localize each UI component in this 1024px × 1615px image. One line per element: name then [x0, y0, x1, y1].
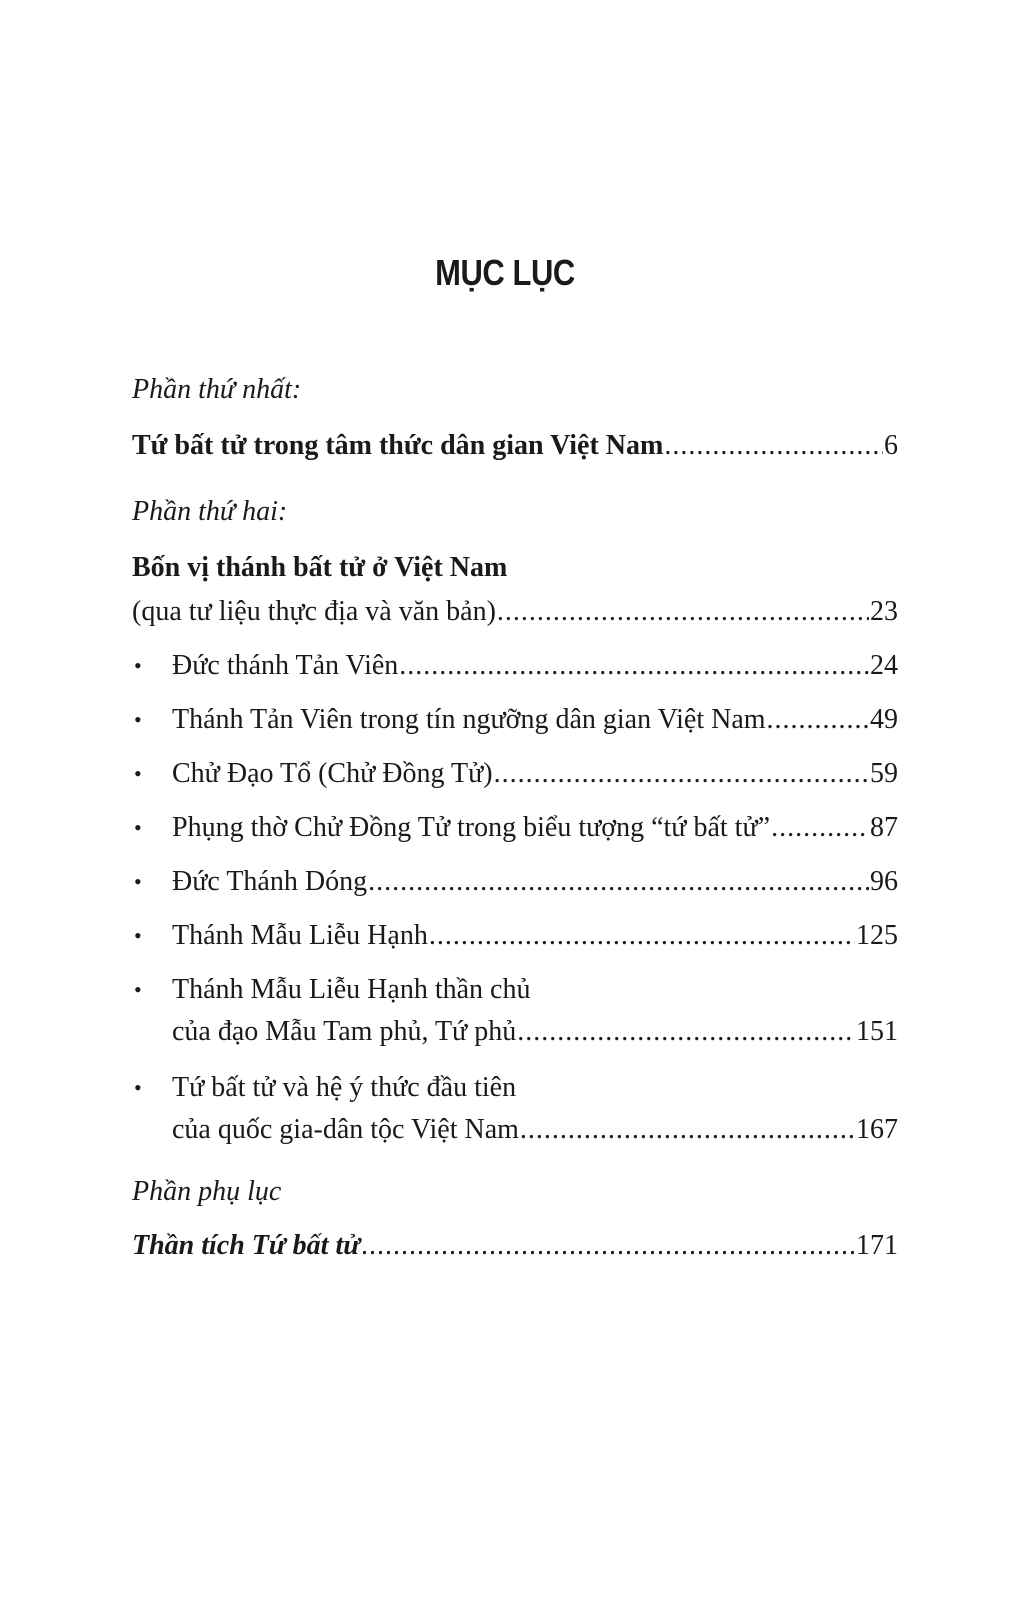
entry-title-line1: Tứ bất tử và hệ ý thức đầu tiên [172, 1072, 517, 1103]
toc-item[interactable] [134, 648, 898, 684]
bullet-icon: • [134, 1075, 142, 1100]
entry-title: Phụng thờ Chử Đồng Tử trong biểu tượng “tứ bất tử” [172, 812, 771, 843]
page-number: 23 [870, 596, 898, 627]
entry-title: của quốc gia-dân tộc Việt Nam [172, 1114, 519, 1145]
toc-item-first-line[interactable] [134, 1070, 898, 1106]
dot-leader [361, 1228, 855, 1264]
bullet-icon: • [134, 761, 142, 786]
page-number: 6 [884, 430, 898, 461]
page-number: 151 [856, 1016, 898, 1047]
dot-leader [497, 594, 869, 630]
toc-entry-part2[interactable] [132, 594, 898, 630]
page-number: 49 [870, 704, 898, 735]
dot-leader [767, 702, 869, 738]
entry-title: Đức thánh Tản Viên [172, 650, 399, 681]
dot-leader [368, 864, 869, 900]
bullet-icon: • [134, 869, 142, 894]
dot-leader [771, 810, 869, 846]
toc-entry-part1[interactable] [132, 428, 898, 464]
page-number: 87 [870, 812, 898, 843]
page-title: MỤC LỤC [435, 252, 575, 293]
entry-title: Đức Thánh Dóng [172, 866, 368, 897]
bullet-icon: • [134, 707, 142, 732]
part2-subtitle: Bốn vị thánh bất tử ở Việt Nam [132, 552, 508, 583]
page-number: 96 [870, 866, 898, 897]
dot-leader [664, 428, 883, 464]
page-number: 24 [870, 650, 898, 681]
toc-item[interactable] [172, 1112, 898, 1148]
entry-title: Thánh Mẫu Liễu Hạnh [172, 920, 428, 951]
dot-leader [520, 1112, 855, 1148]
entry-title: Thần tích Tứ bất tử [132, 1230, 361, 1261]
entry-title: Tứ bất tử trong tâm thức dân gian Việt Nam [132, 430, 664, 461]
dot-leader [494, 756, 869, 792]
toc-entry-appendix[interactable] [132, 1228, 898, 1264]
page-number: 125 [856, 920, 898, 951]
part2-heading: Phần thứ hai: [132, 496, 288, 527]
bullet-icon: • [134, 977, 142, 1002]
page-number: 167 [856, 1114, 898, 1145]
toc-item[interactable] [134, 918, 898, 954]
page-number: 171 [856, 1230, 898, 1261]
bullet-icon: • [134, 923, 142, 948]
entry-title: Thánh Tản Viên trong tín ngưỡng dân gian Việt Nam [172, 704, 766, 735]
toc-item[interactable] [172, 1014, 898, 1050]
part1-heading: Phần thứ nhất: [132, 374, 302, 405]
entry-title: (qua tư liệu thực địa và văn bản) [132, 596, 496, 627]
dot-leader [517, 1014, 855, 1050]
toc-item[interactable] [134, 864, 898, 900]
toc-item[interactable] [134, 756, 898, 792]
entry-title: Chử Đạo Tổ (Chử Đồng Tử) [172, 758, 493, 789]
appendix-heading: Phần phụ lục [132, 1176, 282, 1207]
toc-item[interactable] [134, 702, 898, 738]
dot-leader [429, 918, 855, 954]
bullet-icon: • [134, 653, 142, 678]
entry-title: của đạo Mẫu Tam phủ, Tứ phủ [172, 1016, 517, 1047]
toc-item[interactable] [134, 810, 898, 846]
dot-leader [399, 648, 869, 684]
entry-title-line1: Thánh Mẫu Liễu Hạnh thần chủ [172, 974, 531, 1005]
bullet-icon: • [134, 815, 142, 840]
toc-item-first-line[interactable] [134, 972, 898, 1008]
page-number: 59 [870, 758, 898, 789]
